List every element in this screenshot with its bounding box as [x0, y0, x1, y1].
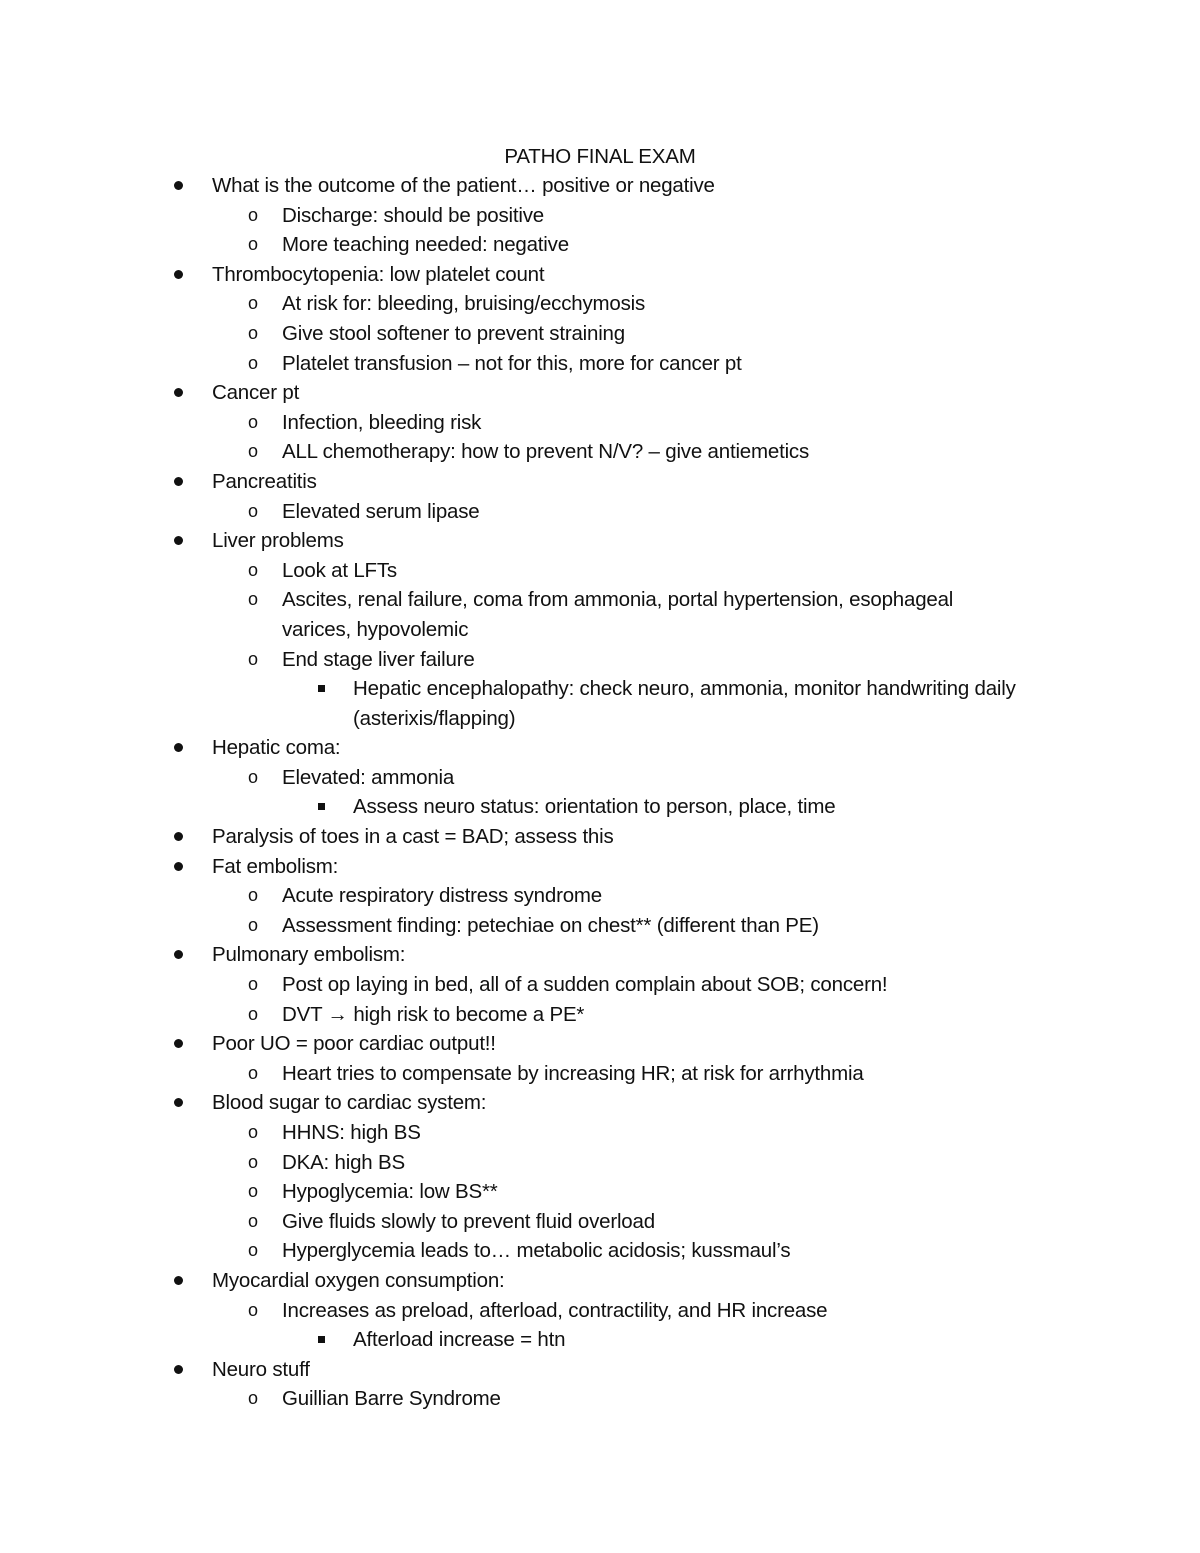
- outline-item-text: Neuro stuff: [212, 1357, 310, 1381]
- outline-item-level-2: [0, 349, 1200, 379]
- filled-bullet-icon: [174, 1039, 183, 1048]
- outline-item-text: Paralysis of toes in a cast = BAD; assess this: [212, 825, 614, 849]
- outline-item-level-1: [0, 822, 1200, 852]
- hollow-circle-bullet-icon: o: [248, 293, 258, 314]
- outline-item-level-3: [0, 674, 1200, 733]
- outline-item-text: Look at LFTs: [282, 558, 397, 582]
- filled-bullet-icon: [174, 181, 183, 190]
- filled-bullet-icon: [174, 743, 183, 752]
- outline-item-text: DKA: high BS: [282, 1150, 405, 1174]
- outline-item-text: DVT → high risk to become a PE*: [282, 1002, 585, 1026]
- hollow-circle-bullet-icon: o: [248, 1062, 258, 1083]
- filled-bullet-icon: [174, 536, 183, 545]
- outline-item-text: ALL chemotherapy: how to prevent N/V? – give antiemetics: [282, 440, 810, 464]
- outline-item-text: Fat embolism:: [212, 854, 339, 878]
- hollow-circle-bullet-icon: o: [248, 766, 258, 787]
- outline-item-text: Cancer pt: [212, 381, 300, 405]
- outline-item-text: Blood sugar to cardiac system:: [212, 1091, 487, 1115]
- outline-item-level-1: [0, 940, 1200, 970]
- filled-bullet-icon: [174, 477, 183, 486]
- hollow-circle-bullet-icon: o: [248, 974, 258, 995]
- outline-item-text: Increases as preload, afterload, contractility, and HR increase: [282, 1298, 828, 1322]
- outline-item-level-1: [0, 1355, 1200, 1385]
- outline-item-text: Heart tries to compensate by increasing HR; at risk for arrhythmia: [282, 1061, 864, 1085]
- outline-item-level-2: [0, 497, 1200, 527]
- outline-item-text: Pancreatitis: [212, 469, 317, 493]
- outline-item-level-1: [0, 733, 1200, 763]
- hollow-circle-bullet-icon: o: [248, 411, 258, 432]
- outline-item-level-2: [0, 319, 1200, 349]
- outline-item-text: Assess neuro status: orientation to person, place, time: [353, 795, 836, 819]
- outline-item-text: More teaching needed: negative: [282, 233, 569, 257]
- outline-item-text: Elevated: ammonia: [282, 765, 455, 789]
- outline-item-level-2: [0, 1384, 1200, 1414]
- outline-item-level-2: [0, 289, 1200, 319]
- hollow-circle-bullet-icon: o: [248, 885, 258, 906]
- outline-item-level-1: [0, 467, 1200, 497]
- outline-item-text: Afterload increase = htn: [353, 1328, 566, 1352]
- hollow-circle-bullet-icon: o: [248, 1151, 258, 1172]
- outline-item-text: Acute respiratory distress syndrome: [282, 884, 602, 908]
- outline-item-level-1: [0, 852, 1200, 882]
- outline-item-level-3: [0, 792, 1200, 822]
- outline-item-text: Myocardial oxygen consumption:: [212, 1268, 505, 1292]
- filled-bullet-icon: [174, 862, 183, 871]
- outline-item-text: Discharge: should be positive: [282, 203, 544, 227]
- hollow-circle-bullet-icon: o: [248, 914, 258, 935]
- outline-item-level-2: [0, 1148, 1200, 1178]
- outline-item-level-2: [0, 1207, 1200, 1237]
- outline-item-text: Hepatic encephalopathy: check neuro, ammonia, monitor handwriting daily (asterixis/flapping): [353, 677, 1022, 730]
- outline-item-level-2: [0, 1059, 1200, 1089]
- outline-item-text: Thrombocytopenia: low platelet count: [212, 262, 545, 286]
- outline-item-text: Liver problems: [212, 529, 344, 553]
- hollow-circle-bullet-icon: o: [248, 1181, 258, 1202]
- filled-bullet-icon: [174, 832, 183, 841]
- outline-item-level-2: [0, 201, 1200, 231]
- filled-bullet-icon: [174, 1365, 183, 1374]
- outline-item-level-1: [0, 378, 1200, 408]
- outline-item-level-2: [0, 437, 1200, 467]
- outline-item-text: Infection, bleeding risk: [282, 410, 482, 434]
- outline-item-level-2: [0, 911, 1200, 941]
- hollow-circle-bullet-icon: o: [248, 589, 258, 610]
- outline-item-text: HHNS: high BS: [282, 1121, 421, 1144]
- page-title: PATHO FINAL EXAM: [504, 145, 696, 168]
- outline-item-level-2: [0, 645, 1200, 675]
- hollow-circle-bullet-icon: o: [248, 1003, 258, 1024]
- square-bullet-icon: [318, 1336, 325, 1343]
- outline-item-text: What is the outcome of the patient… positive or negative: [212, 174, 715, 197]
- outline-item-text: Give stool softener to prevent straining: [282, 321, 625, 345]
- hollow-circle-bullet-icon: o: [248, 559, 258, 580]
- hollow-circle-bullet-icon: o: [248, 1210, 258, 1231]
- outline-item-level-1: [0, 1088, 1200, 1118]
- outline-item-text: Pulmonary embolism:: [212, 943, 406, 967]
- outline-item-text: End stage liver failure: [282, 647, 475, 671]
- outline-item-level-2: [0, 881, 1200, 911]
- outline-item-text: Hypoglycemia: low BS**: [282, 1180, 498, 1204]
- outline-list: [0, 171, 1200, 1414]
- filled-bullet-icon: [174, 388, 183, 397]
- filled-bullet-icon: [174, 1276, 183, 1285]
- outline-item-text: At risk for: bleeding, bruising/ecchymosis: [282, 292, 646, 316]
- hollow-circle-bullet-icon: o: [248, 234, 258, 255]
- hollow-circle-bullet-icon: o: [248, 204, 258, 225]
- outline-item-level-2: [0, 1118, 1200, 1148]
- outline-item-level-1: [0, 171, 1200, 201]
- hollow-circle-bullet-icon: o: [248, 1388, 258, 1409]
- hollow-circle-bullet-icon: o: [248, 500, 258, 521]
- outline-item-text: Assessment finding: petechiae on chest** (different than PE): [282, 913, 819, 937]
- outline-item-text: Guillian Barre Syndrome: [282, 1387, 501, 1411]
- outline-item-level-1: [0, 526, 1200, 556]
- hollow-circle-bullet-icon: o: [248, 352, 258, 373]
- outline-item-level-2: [0, 1236, 1200, 1266]
- outline-item-level-2: [0, 230, 1200, 260]
- hollow-circle-bullet-icon: o: [248, 1240, 258, 1261]
- outline-item-level-1: [0, 1266, 1200, 1296]
- hollow-circle-bullet-icon: o: [248, 322, 258, 343]
- hollow-circle-bullet-icon: o: [248, 1299, 258, 1320]
- square-bullet-icon: [318, 685, 325, 692]
- outline-item-level-2: [0, 763, 1200, 793]
- outline-item-text: Give fluids slowly to prevent fluid overload: [282, 1209, 655, 1233]
- outline-item-text: Post op laying in bed, all of a sudden complain about SOB; concern!: [282, 973, 888, 997]
- outline-item-level-2: [0, 970, 1200, 1000]
- hollow-circle-bullet-icon: o: [248, 648, 258, 669]
- outline-item-level-2: [0, 1177, 1200, 1207]
- hollow-circle-bullet-icon: o: [248, 441, 258, 462]
- outline-item-level-1: [0, 1029, 1200, 1059]
- outline-item-text: Ascites, renal failure, coma from ammonia, portal hypertension, esophageal varices, hypovolemic: [282, 588, 959, 641]
- filled-bullet-icon: [174, 950, 183, 959]
- square-bullet-icon: [318, 803, 325, 810]
- outline-item-level-2: [0, 556, 1200, 586]
- outline-item-text: Platelet transfusion – not for this, more for cancer pt: [282, 351, 742, 375]
- outline-item-text: Hepatic coma:: [212, 736, 341, 760]
- outline-item-text: Hyperglycemia leads to… metabolic acidosis; kussmaul’s: [282, 1239, 791, 1263]
- filled-bullet-icon: [174, 1098, 183, 1107]
- outline-item-level-1: [0, 260, 1200, 290]
- outline-item-level-2: [0, 1000, 1200, 1030]
- hollow-circle-bullet-icon: o: [248, 1122, 258, 1142]
- outline-item-level-3: [0, 1325, 1200, 1355]
- filled-bullet-icon: [174, 270, 183, 279]
- outline-item-level-2: [0, 408, 1200, 438]
- outline-item-level-2: [0, 1296, 1200, 1326]
- outline-item-text: Poor UO = poor cardiac output!!: [212, 1032, 496, 1056]
- outline-item-text: Elevated serum lipase: [282, 499, 480, 523]
- outline-item-level-2: [0, 585, 1200, 644]
